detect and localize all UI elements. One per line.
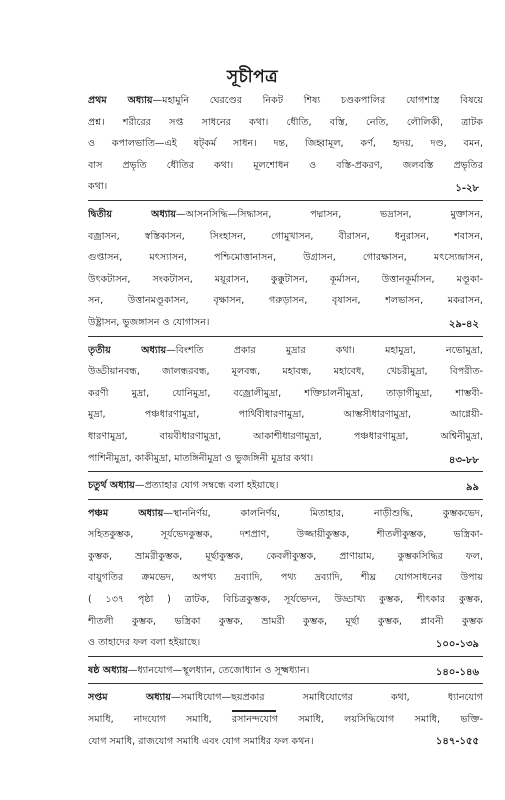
chapter-3-line-5: ধারণামুদ্রা, বায়বীধারণামুদ্রা, আকাশীধারণামুদ্রা, পঞ্চধারণামুদ্রা, অশ্বিনীমুদ্রা, xyxy=(88,430,483,442)
chapter-1-pages: ১-২৮ xyxy=(449,178,479,200)
chapter-4-entry xyxy=(88,475,483,500)
chapter-2-text-1: —আসনসিদ্ধি—সিদ্ধাসন, পদ্মাসন, ভদ্রাসন, মুক্তাসন, xyxy=(176,208,483,220)
chapter-5-line-7: ও তাহাদের ফল বলা হইয়াছে। xyxy=(88,637,201,649)
chapter-1-line-4: বাস প্রভৃতি ধৌতির কথা। মূলশোধন ও বস্তি-প্রকরণ, জলবস্তি প্রভৃতির xyxy=(88,159,483,171)
chapter-4-pages: ৯৯ xyxy=(460,477,479,499)
chapter-6-heading: ষষ্ঠ অধ্যায় xyxy=(88,664,128,676)
chapter-6-line-1 xyxy=(88,660,483,682)
chapter-1-line-2: প্রশ্ন। শরীরের সপ্ত সাধনের কথা। ধৌতি, বস্তি, নেতি, লৌলিকী, ত্রাটক xyxy=(88,116,483,128)
chapter-3-line-2: উড্ডীয়ানবন্ধ, জালন্ধরবন্ধ, মূলবন্ধ, মহাবন্ধ, মহাবেধ, খেচরীমুদ্রা, বিপরীত- xyxy=(88,366,483,378)
chapter-1-line-1 xyxy=(88,90,483,112)
chapter-6-entry xyxy=(88,660,483,685)
chapter-3-line-4: মুদ্রা, পঞ্চধারণামুদ্রা, পার্থিবীধারণামুদ্রা, আম্ভসীধারণামুদ্রা, আগ্নেয়ী- xyxy=(88,409,483,421)
chapter-2-line-5: সন, উত্তানমণ্ডূকাসন, বৃক্ষাসন, গরুড়াসন, বৃষাসন, শলভাসন, মকরাসন, xyxy=(88,295,483,307)
chapter-2-line-4: উৎকটাসন, সংকটাসন, ময়ূরাসন, কুক্কুটাসন, কূর্মাসন, উত্তানকূর্মাসন, মণ্ডূকা- xyxy=(88,273,483,285)
chapter-4-text-1: —প্রত্যাহার যোগ সম্বন্ধে বলা হইয়াছে। xyxy=(134,480,279,492)
chapter-7-pages: ১৪৭-১৫৫ xyxy=(430,731,479,753)
chapter-6-pages: ১৪০-১৪৬ xyxy=(430,662,479,684)
chapter-5-line-4: বায়ুগতির ক্রমভেদ, অপথ্য দ্রব্যাদি, পথ্য দ্রব্যাদি, শীঘ্র যোগসাধনের উপায় xyxy=(88,572,483,584)
chapter-2-pages: ২৯-৪২ xyxy=(443,314,479,336)
chapter-1-text-1: —মহামুনি ঘেরণ্ডের নিকট শিষ্য চণ্ডকপালির যোগশাস্ত্র বিষয়ে xyxy=(152,95,483,106)
chapter-2-line-2: বজ্রাসন, স্বস্তিকাসন, সিংহাসন, গোমুখাসন, বীরাসন, ধনুরাসন, শবাসন, xyxy=(88,230,483,242)
chapter-5-text-1: —স্থাননির্ণয়, কালনির্ণয়, মিতাহার, নাড়ীশুদ্ধি, কুম্ভকভেদ, xyxy=(163,507,483,519)
chapter-2-line-1 xyxy=(88,204,483,226)
chapter-2-line-3: গুপ্তাসন, মৎস্যাসন, পশ্চিমোত্তানাসন, উগ্রাসন, গোরক্ষাসন, মৎস্যেন্দ্রাসন, xyxy=(88,252,483,264)
chapter-7-line-2: সমাধি, নাদযোগ সমাধি, রসানন্দযোগ সমাধি, লয়সিদ্ধিযোগ সমাধি, ভক্তি- xyxy=(88,714,483,726)
chapter-5-line-5: ( ১৩৭ পৃষ্ঠা ) ত্রাটক, বিচিত্রকুম্ভক, সূর্যভেদন, উড্ডাখ্য কুম্ভক, শীৎকার কুম্ভক, xyxy=(88,594,483,606)
chapter-3-line-1 xyxy=(88,340,483,362)
chapter-7-text-1: —সমাধিযোগ—ছয়প্রকার সমাধিযোগের কথা, ধ্যানযোগ xyxy=(170,692,483,704)
chapter-1-entry xyxy=(88,90,483,201)
chapter-3-pages: ৪৩-৮৮ xyxy=(443,450,479,472)
chapter-7-line-1 xyxy=(88,687,483,709)
chapter-5-pages: ১০০-১৩৯ xyxy=(430,634,479,656)
chapter-4-heading: চতুর্থ অধ্যায় xyxy=(88,480,135,492)
end-divider xyxy=(232,710,276,712)
chapter-1-heading: প্রথম অধ্যায় xyxy=(88,95,153,106)
chapter-5-line-2: সহিতকুম্ভক, সূর্যভেদকুম্ভক, দশপ্রাণ, উজ্জায়ীকুম্ভক, শীতলীকুম্ভক, ভস্ত্রিকা- xyxy=(88,529,483,541)
chapter-3-line-3: করণী মুদ্রা, যোনিমুদ্রা, বজ্রোলীমুদ্রা, শক্তিচালনীমুদ্রা, তাড়াগীমুদ্রা, শাম্ভবী- xyxy=(88,387,483,399)
chapter-6-text-1: —ধ্যানযোগ—স্থূলধ্যান, তেজোধ্যান ও সূক্ষ্মধ্যান। xyxy=(127,664,310,676)
chapter-5-line-1 xyxy=(88,503,483,525)
chapter-2-line-6: উষ্ট্রাসন, ভুজঙ্গাসন ও যোগাসন। xyxy=(88,316,210,328)
page-title: সূচীপত্র xyxy=(226,67,279,87)
chapter-1-line-3: ও কপালভাতি—এই ষট্‌কর্ম সাধন। দন্ত, জিহ্বামূল, কর্ণ, হৃদয়, দণ্ড, বমন, xyxy=(88,138,483,150)
chapter-3-heading: তৃতীয় অধ্যায় xyxy=(88,344,167,356)
chapter-2-heading: দ্বিতীয় অধ্যায় xyxy=(88,208,177,220)
chapter-3-line-6: পাশিনীমুদ্রা, কাকীমুদ্রা, মাতঙ্গিনীমুদ্রা ও ভুজঙ্গিনী মুদ্রার কথা। xyxy=(88,452,314,464)
chapter-5-line-6: শীতলী কুম্ভক, ভস্ত্রিকা কুম্ভক, ভ্রামরী কুম্ভক, মূর্ছা কুম্ভক, প্লাবনী কুম্ভক xyxy=(88,615,483,627)
chapter-7-line-3: যোগ সমাধি, রাজযোগ সমাধি এবং যোগ সমাধির ফল কথন। xyxy=(88,735,314,747)
chapter-5-entry xyxy=(88,503,483,657)
chapter-3-text-1: —বিংশতি প্রকার মুদ্রার কথা। মহামুদ্রা, নভোমুদ্রা, xyxy=(166,344,483,356)
chapter-7-entry xyxy=(88,687,483,752)
chapter-4-line-1 xyxy=(88,475,483,497)
chapter-5-heading: পঞ্চম অধ্যায় xyxy=(88,507,164,519)
chapter-5-line-3: কুম্ভক, ভ্রামরীকুম্ভক, মূর্ছাকুম্ভক, কেবলীকুম্ভক, প্রাণায়াম, কুম্ভকসিদ্ধির ফল, xyxy=(88,550,483,562)
chapter-2-entry xyxy=(88,204,483,337)
table-of-contents xyxy=(88,90,483,756)
chapter-7-heading: সপ্তম অধ্যায় xyxy=(88,692,171,704)
chapter-1-line-5: কথা। xyxy=(88,181,108,193)
chapter-3-entry xyxy=(88,340,483,473)
